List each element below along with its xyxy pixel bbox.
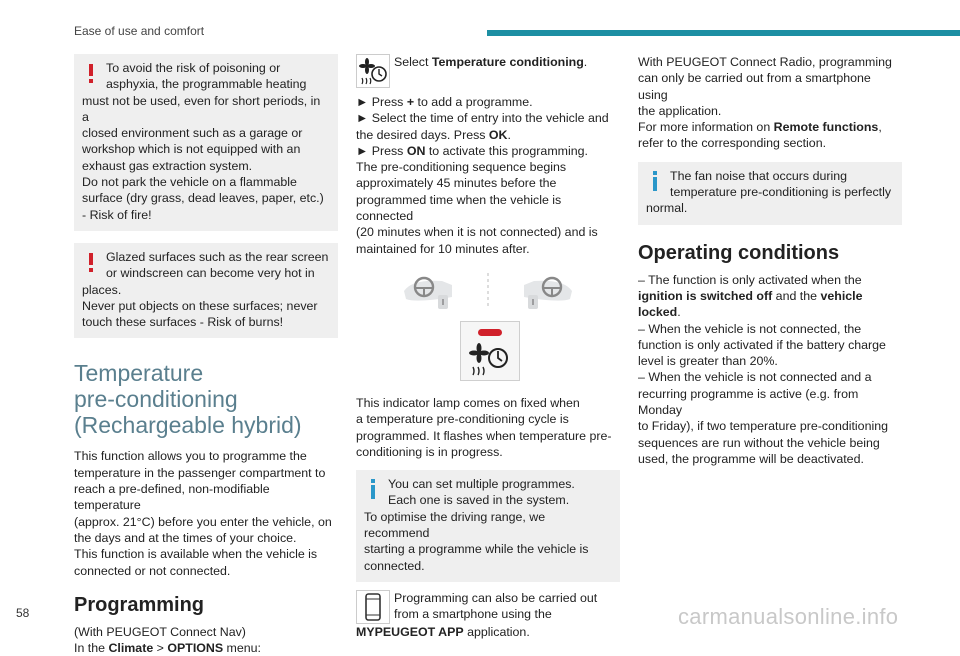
- info-line: Each one is saved in the system.: [388, 493, 570, 508]
- body-line: programmed time when the vehicle is connected: [356, 192, 562, 224]
- warning-line: Do not park the vehicle on a flammable: [82, 175, 297, 190]
- column-3: [638, 54, 902, 467]
- menu-options: OPTIONS: [167, 641, 224, 656]
- steering-wheel-heated-seats-icon: [356, 269, 620, 313]
- radio-line: With PEUGEOT Connect Radio, programming: [638, 55, 892, 69]
- info-box-fan-noise: [638, 162, 902, 225]
- intro-line: temperature in the passenger compartment to: [74, 465, 326, 480]
- lamp-description: a temperature pre-conditioning cycle is: [356, 412, 569, 427]
- radio-line: the application.: [638, 103, 722, 118]
- condition-3: recurring programme is active (e.g. from Monday: [638, 386, 859, 418]
- condition-1-end: locked.: [638, 305, 681, 320]
- header-title: Ease of use and comfort: [74, 24, 205, 38]
- smartphone-icon: [356, 590, 390, 624]
- heading-programming: Programming: [74, 593, 205, 616]
- info-icon: [364, 476, 382, 500]
- lamp-description: This indicator lamp comes on fixed when: [356, 395, 580, 410]
- warning-line: Never put objects on these surfaces; never: [82, 298, 318, 313]
- warning-line: Glazed surfaces such as the rear screen: [106, 249, 329, 264]
- column-1: [74, 54, 338, 656]
- intro-line: This function is available when the vehicle is: [74, 547, 318, 562]
- warning-line: must not be used, even for short periods, in a: [82, 93, 321, 124]
- warning-line: closed environment such as a garage or: [82, 126, 303, 141]
- condition-3: – When the vehicle is not connected and a: [638, 370, 872, 385]
- warning-line: touch these surfaces - Risk of burns!: [82, 315, 284, 330]
- lamp-description: programmed. It flashes when temperature pre-: [356, 428, 612, 443]
- page-number: 58: [16, 606, 30, 620]
- heading-operating-conditions: Operating conditions: [638, 241, 840, 264]
- body-line: approximately 45 minutes before the: [356, 176, 557, 191]
- warning-line: - Risk of fire!: [82, 207, 152, 222]
- select-instruction: Select Temperature conditioning.: [394, 55, 588, 69]
- select-temperature-conditioning: [356, 54, 620, 88]
- body-line: maintained for 10 minutes after.: [356, 241, 530, 256]
- warning-box-burns: [74, 243, 338, 338]
- section-title-line: (Rechargeable hybrid): [74, 412, 302, 439]
- warning-line: workshop which is not equipped with an: [82, 142, 301, 157]
- header-accent-bar: [487, 30, 960, 36]
- intro-line: This function allows you to programme the: [74, 449, 307, 464]
- section-title-line: pre-conditioning: [74, 386, 238, 413]
- info-line: temperature pre-conditioning is perfectly: [670, 185, 892, 200]
- step-select-time-2: the desired days. Press OK.: [356, 127, 511, 142]
- intro-line: connected or not connected.: [74, 563, 231, 578]
- menu-climate: Climate: [108, 641, 154, 656]
- warning-line: asphyxia, the programmable heating: [106, 77, 307, 92]
- condition-3: used, the programme will be deactivated.: [638, 451, 864, 466]
- info-box-multiple-programmes: [356, 470, 620, 582]
- lamp-description: conditioning is in progress.: [356, 444, 503, 459]
- menu-path: In the Climate > OPTIONS menu:: [74, 641, 261, 656]
- step-activate: ► Press ON to activate this programming.: [356, 143, 588, 158]
- body-line: (20 minutes when it is not connected) and is: [356, 225, 598, 240]
- smartphone-programming: [356, 590, 620, 624]
- condition-3: to Friday), if two temperature pre-conditioning: [638, 419, 888, 434]
- info-line: You can set multiple programmes.: [388, 477, 575, 492]
- info-line: normal.: [646, 201, 688, 216]
- step-select-time: ► Select the time of entry into the vehicle and: [356, 111, 609, 126]
- phone-line: from a smartphone using the: [394, 607, 552, 622]
- warning-exclamation-icon: [82, 249, 100, 273]
- watermark: carmanualsonline.info: [678, 604, 899, 629]
- condition-2: function is only activated if the battery charge: [638, 337, 886, 352]
- warning-exclamation-icon: [82, 60, 100, 84]
- phone-app-line: MYPEUGEOT APP application.: [356, 624, 530, 639]
- body-line: The pre-conditioning sequence begins: [356, 160, 567, 175]
- warning-line: surface (dry grass, dead leaves, paper, etc.): [82, 191, 324, 206]
- condition-1-cont: ignition is switched off and the vehicle: [638, 288, 863, 303]
- info-line: starting a programme while the vehicle is: [364, 542, 589, 557]
- info-icon: [646, 168, 664, 192]
- intro-line: reach a pre-defined, non-modifiable temperature: [74, 482, 270, 513]
- fan-clock-icon: [356, 54, 390, 88]
- remote-functions-line: For more information on Remote functions,: [638, 120, 882, 135]
- info-line: The fan noise that occurs during: [670, 168, 848, 183]
- warning-line: places.: [82, 282, 122, 297]
- column-2: [356, 54, 620, 640]
- preconditioning-indicator-lamp-icon: [460, 321, 520, 381]
- intro-line: the days and at the times of your choice.: [74, 530, 297, 545]
- warning-box-poisoning: [74, 54, 338, 231]
- section-title-line: Temperature: [74, 360, 204, 387]
- warning-line: or windscreen can become very hot in: [106, 266, 315, 281]
- section-title-temperature-preconditioning: [74, 360, 338, 438]
- radio-line: can only be carried out from a smartphone using: [638, 71, 871, 102]
- condition-3: sequences are run without the vehicle being: [638, 435, 880, 450]
- programming-subtitle: (With PEUGEOT Connect Nav): [74, 624, 246, 639]
- info-line: connected.: [364, 558, 425, 573]
- intro-line: (approx. 21°C) before you enter the vehicle, on: [74, 514, 332, 529]
- condition-2: – When the vehicle is not connected, the: [638, 321, 862, 336]
- remote-functions-line-2: refer to the corresponding section.: [638, 136, 827, 151]
- warning-line: exhaust gas extraction system.: [82, 158, 253, 173]
- info-line: To optimise the driving range, we recommend: [364, 509, 546, 541]
- warning-line: To avoid the risk of poisoning or: [106, 61, 281, 75]
- condition-2: level is greater than 20%.: [638, 354, 778, 369]
- condition-1: – The function is only activated when the: [638, 272, 862, 287]
- step-add-programme: ► Press + to add a programme.: [356, 95, 533, 109]
- phone-line: Programming can also be carried out: [394, 590, 598, 605]
